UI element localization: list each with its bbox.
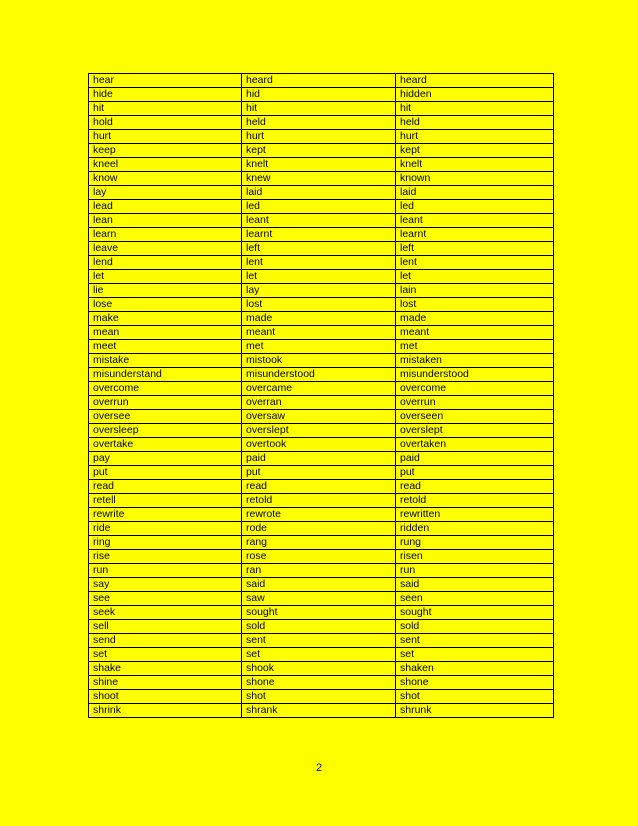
verb-row bbox=[89, 368, 554, 382]
past-simple-cell: lay bbox=[242, 284, 396, 298]
base-form-cell: oversee bbox=[89, 410, 242, 424]
verb-row bbox=[89, 522, 554, 536]
past-participle-cell: laid bbox=[396, 186, 554, 200]
past-participle-cell: shaken bbox=[396, 662, 554, 676]
past-participle-cell: hidden bbox=[396, 88, 554, 102]
base-form-cell: put bbox=[89, 466, 242, 480]
past-simple-cell: retold bbox=[242, 494, 396, 508]
irregular-verbs-table bbox=[88, 73, 554, 718]
past-participle-cell: retold bbox=[396, 494, 554, 508]
past-participle-cell: set bbox=[396, 648, 554, 662]
verb-row bbox=[89, 508, 554, 522]
base-form-cell: lay bbox=[89, 186, 242, 200]
past-participle-cell: misunderstood bbox=[396, 368, 554, 382]
verb-row bbox=[89, 424, 554, 438]
past-simple-cell: lent bbox=[242, 256, 396, 270]
past-simple-cell: read bbox=[242, 480, 396, 494]
past-simple-cell: knew bbox=[242, 172, 396, 186]
past-simple-cell: overcame bbox=[242, 382, 396, 396]
base-form-cell: read bbox=[89, 480, 242, 494]
base-form-cell: rewrite bbox=[89, 508, 242, 522]
base-form-cell: send bbox=[89, 634, 242, 648]
past-participle-cell: ridden bbox=[396, 522, 554, 536]
past-participle-cell: overslept bbox=[396, 424, 554, 438]
past-simple-cell: rang bbox=[242, 536, 396, 550]
base-form-cell: seek bbox=[89, 606, 242, 620]
past-simple-cell: shrank bbox=[242, 704, 396, 718]
past-participle-cell: left bbox=[396, 242, 554, 256]
past-participle-cell: read bbox=[396, 480, 554, 494]
past-simple-cell: hid bbox=[242, 88, 396, 102]
past-simple-cell: hit bbox=[242, 102, 396, 116]
verb-row bbox=[89, 144, 554, 158]
past-simple-cell: overtook bbox=[242, 438, 396, 452]
past-simple-cell: rode bbox=[242, 522, 396, 536]
past-simple-cell: overslept bbox=[242, 424, 396, 438]
past-participle-cell: hurt bbox=[396, 130, 554, 144]
base-form-cell: hit bbox=[89, 102, 242, 116]
verb-row bbox=[89, 382, 554, 396]
past-participle-cell: shot bbox=[396, 690, 554, 704]
past-simple-cell: kept bbox=[242, 144, 396, 158]
verb-row bbox=[89, 494, 554, 508]
past-simple-cell: meant bbox=[242, 326, 396, 340]
past-participle-cell: rung bbox=[396, 536, 554, 550]
past-simple-cell: held bbox=[242, 116, 396, 130]
base-form-cell: sell bbox=[89, 620, 242, 634]
past-simple-cell: misunderstood bbox=[242, 368, 396, 382]
verb-row bbox=[89, 550, 554, 564]
base-form-cell: hold bbox=[89, 116, 242, 130]
verb-row bbox=[89, 242, 554, 256]
verb-row bbox=[89, 186, 554, 200]
past-simple-cell: let bbox=[242, 270, 396, 284]
verb-row bbox=[89, 676, 554, 690]
verb-row bbox=[89, 648, 554, 662]
past-participle-cell: paid bbox=[396, 452, 554, 466]
past-participle-cell: led bbox=[396, 200, 554, 214]
base-form-cell: hurt bbox=[89, 130, 242, 144]
past-simple-cell: rewrote bbox=[242, 508, 396, 522]
past-participle-cell: seen bbox=[396, 592, 554, 606]
past-participle-cell: hit bbox=[396, 102, 554, 116]
past-simple-cell: made bbox=[242, 312, 396, 326]
base-form-cell: leave bbox=[89, 242, 242, 256]
base-form-cell: meet bbox=[89, 340, 242, 354]
base-form-cell: mistake bbox=[89, 354, 242, 368]
verb-row bbox=[89, 536, 554, 550]
base-form-cell: shake bbox=[89, 662, 242, 676]
base-form-cell: shine bbox=[89, 676, 242, 690]
verb-row bbox=[89, 606, 554, 620]
base-form-cell: know bbox=[89, 172, 242, 186]
past-simple-cell: shook bbox=[242, 662, 396, 676]
verb-row bbox=[89, 578, 554, 592]
verb-row bbox=[89, 452, 554, 466]
past-participle-cell: lost bbox=[396, 298, 554, 312]
past-participle-cell: meant bbox=[396, 326, 554, 340]
past-simple-cell: laid bbox=[242, 186, 396, 200]
past-participle-cell: lain bbox=[396, 284, 554, 298]
past-simple-cell: leant bbox=[242, 214, 396, 228]
past-simple-cell: hurt bbox=[242, 130, 396, 144]
verb-row bbox=[89, 270, 554, 284]
past-simple-cell: learnt bbox=[242, 228, 396, 242]
past-simple-cell: shone bbox=[242, 676, 396, 690]
past-simple-cell: sent bbox=[242, 634, 396, 648]
base-form-cell: ring bbox=[89, 536, 242, 550]
page-number: 2 bbox=[315, 762, 323, 774]
base-form-cell: learn bbox=[89, 228, 242, 242]
base-form-cell: oversleep bbox=[89, 424, 242, 438]
verb-row bbox=[89, 326, 554, 340]
past-participle-cell: sold bbox=[396, 620, 554, 634]
base-form-cell: pay bbox=[89, 452, 242, 466]
base-form-cell: hide bbox=[89, 88, 242, 102]
past-participle-cell: made bbox=[396, 312, 554, 326]
past-participle-cell: heard bbox=[396, 74, 554, 88]
past-participle-cell: run bbox=[396, 564, 554, 578]
past-participle-cell: overseen bbox=[396, 410, 554, 424]
past-simple-cell: sought bbox=[242, 606, 396, 620]
base-form-cell: ride bbox=[89, 522, 242, 536]
past-participle-cell: overtaken bbox=[396, 438, 554, 452]
past-participle-cell: held bbox=[396, 116, 554, 130]
past-participle-cell: known bbox=[396, 172, 554, 186]
base-form-cell: mean bbox=[89, 326, 242, 340]
base-form-cell: hear bbox=[89, 74, 242, 88]
base-form-cell: lean bbox=[89, 214, 242, 228]
verb-row bbox=[89, 690, 554, 704]
verb-row bbox=[89, 102, 554, 116]
base-form-cell: lie bbox=[89, 284, 242, 298]
verb-row bbox=[89, 704, 554, 718]
past-participle-cell: met bbox=[396, 340, 554, 354]
verb-row bbox=[89, 564, 554, 578]
past-participle-cell: leant bbox=[396, 214, 554, 228]
past-participle-cell: overrun bbox=[396, 396, 554, 410]
verb-rows bbox=[89, 74, 554, 718]
past-participle-cell: let bbox=[396, 270, 554, 284]
verb-row bbox=[89, 662, 554, 676]
verb-row bbox=[89, 312, 554, 326]
base-form-cell: misunderstand bbox=[89, 368, 242, 382]
past-participle-cell: learnt bbox=[396, 228, 554, 242]
verb-row bbox=[89, 88, 554, 102]
base-form-cell: rise bbox=[89, 550, 242, 564]
base-form-cell: see bbox=[89, 592, 242, 606]
verb-row bbox=[89, 340, 554, 354]
base-form-cell: shrink bbox=[89, 704, 242, 718]
base-form-cell: let bbox=[89, 270, 242, 284]
past-participle-cell: kept bbox=[396, 144, 554, 158]
base-form-cell: lend bbox=[89, 256, 242, 270]
verb-row bbox=[89, 634, 554, 648]
past-simple-cell: put bbox=[242, 466, 396, 480]
past-simple-cell: shot bbox=[242, 690, 396, 704]
verb-row bbox=[89, 256, 554, 270]
verb-row bbox=[89, 200, 554, 214]
past-simple-cell: heard bbox=[242, 74, 396, 88]
base-form-cell: say bbox=[89, 578, 242, 592]
past-simple-cell: mistook bbox=[242, 354, 396, 368]
past-simple-cell: overran bbox=[242, 396, 396, 410]
verb-row bbox=[89, 354, 554, 368]
verb-row bbox=[89, 620, 554, 634]
past-participle-cell: knelt bbox=[396, 158, 554, 172]
verb-row bbox=[89, 284, 554, 298]
past-simple-cell: ran bbox=[242, 564, 396, 578]
base-form-cell: overtake bbox=[89, 438, 242, 452]
verb-row bbox=[89, 466, 554, 480]
past-participle-cell: shone bbox=[396, 676, 554, 690]
past-simple-cell: paid bbox=[242, 452, 396, 466]
past-simple-cell: oversaw bbox=[242, 410, 396, 424]
past-participle-cell: lent bbox=[396, 256, 554, 270]
past-participle-cell: mistaken bbox=[396, 354, 554, 368]
base-form-cell: overcome bbox=[89, 382, 242, 396]
past-simple-cell: knelt bbox=[242, 158, 396, 172]
past-participle-cell: sought bbox=[396, 606, 554, 620]
verb-row bbox=[89, 74, 554, 88]
past-simple-cell: set bbox=[242, 648, 396, 662]
past-participle-cell: rewritten bbox=[396, 508, 554, 522]
base-form-cell: shoot bbox=[89, 690, 242, 704]
past-simple-cell: met bbox=[242, 340, 396, 354]
verb-row bbox=[89, 172, 554, 186]
past-simple-cell: rose bbox=[242, 550, 396, 564]
past-simple-cell: led bbox=[242, 200, 396, 214]
past-simple-cell: lost bbox=[242, 298, 396, 312]
base-form-cell: set bbox=[89, 648, 242, 662]
verb-row bbox=[89, 410, 554, 424]
verb-row bbox=[89, 214, 554, 228]
base-form-cell: lead bbox=[89, 200, 242, 214]
verb-row bbox=[89, 396, 554, 410]
past-participle-cell: shrunk bbox=[396, 704, 554, 718]
verb-row bbox=[89, 592, 554, 606]
base-form-cell: keep bbox=[89, 144, 242, 158]
verb-row bbox=[89, 158, 554, 172]
base-form-cell: retell bbox=[89, 494, 242, 508]
past-simple-cell: left bbox=[242, 242, 396, 256]
base-form-cell: overrun bbox=[89, 396, 242, 410]
past-participle-cell: put bbox=[396, 466, 554, 480]
past-participle-cell: sent bbox=[396, 634, 554, 648]
past-participle-cell: overcome bbox=[396, 382, 554, 396]
verb-row bbox=[89, 298, 554, 312]
past-participle-cell: risen bbox=[396, 550, 554, 564]
past-simple-cell: saw bbox=[242, 592, 396, 606]
past-participle-cell: said bbox=[396, 578, 554, 592]
base-form-cell: run bbox=[89, 564, 242, 578]
verb-row bbox=[89, 438, 554, 452]
past-simple-cell: said bbox=[242, 578, 396, 592]
verb-row bbox=[89, 116, 554, 130]
base-form-cell: kneel bbox=[89, 158, 242, 172]
verb-row bbox=[89, 228, 554, 242]
past-simple-cell: sold bbox=[242, 620, 396, 634]
base-form-cell: lose bbox=[89, 298, 242, 312]
base-form-cell: make bbox=[89, 312, 242, 326]
verb-row bbox=[89, 130, 554, 144]
verb-row bbox=[89, 480, 554, 494]
